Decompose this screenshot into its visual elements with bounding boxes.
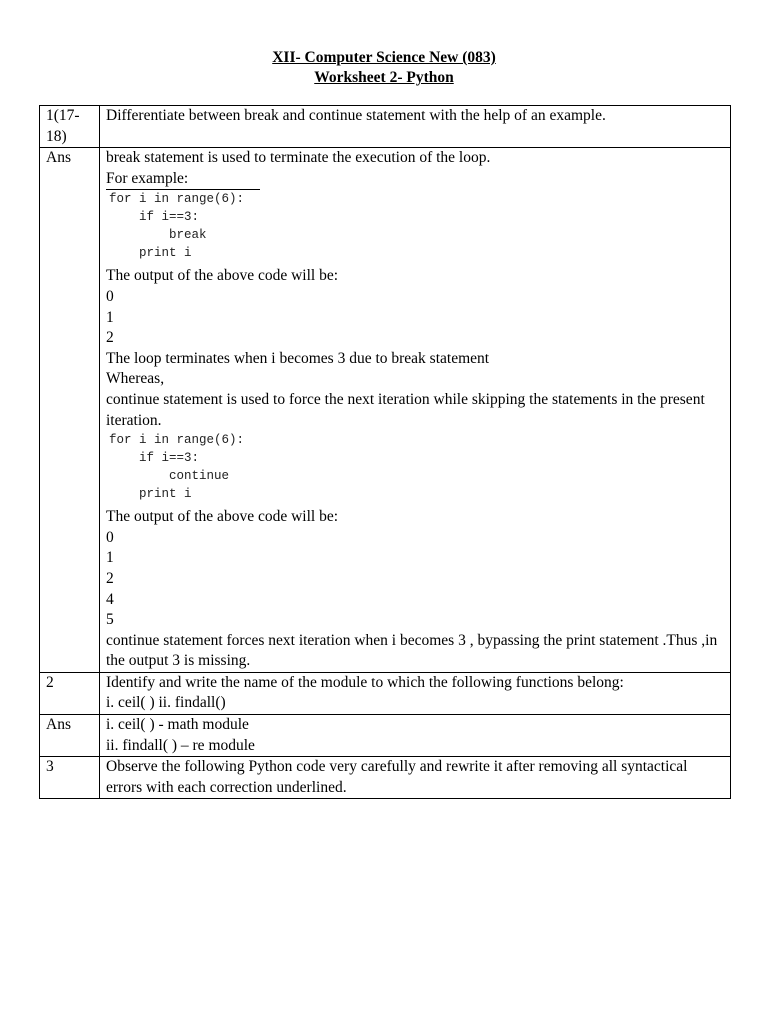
loop-terminates-note: The loop terminates when i becomes 3 due to break statement — [106, 349, 490, 367]
output-intro: The output of the above code will be: — [106, 267, 339, 285]
question-text — [100, 672, 731, 714]
code-line: continue — [109, 469, 230, 484]
for-example-label: For example: — [106, 169, 260, 191]
code-line: for i in range(6): — [109, 433, 245, 448]
question-text: Differentiate between break and continue statement with the help of an example. — [100, 106, 731, 148]
output-value: 0 — [106, 528, 114, 546]
break-definition: break statement is used to terminate the execution of the loop. — [106, 149, 491, 167]
answer-label: Ans — [40, 148, 100, 673]
code-line: if i==3: — [109, 210, 200, 225]
continue-note: continue statement forces next iteration when i becomes 3 , bypassing the print statement .Thus ,in the output 3 is missing. — [106, 631, 718, 670]
question-number: 1(17-18) — [40, 106, 100, 148]
code-line: for i in range(6): — [109, 192, 245, 207]
question-number: 3 — [40, 757, 100, 799]
worksheet-title: Worksheet 2- Python — [314, 69, 454, 86]
output-value: 4 — [106, 590, 114, 608]
answer-line: ii. findall( ) – re module — [106, 736, 255, 754]
code-line: print i — [109, 246, 192, 261]
answer-label: Ans — [40, 715, 100, 757]
question-row-3 — [40, 757, 731, 799]
output-value: 1 — [106, 308, 114, 326]
answer-body — [100, 148, 731, 673]
code-break-block — [109, 190, 725, 262]
worksheet-header — [0, 48, 768, 88]
answer-line: i. ceil( ) - math module — [106, 716, 249, 734]
worksheet-table — [39, 105, 731, 799]
code-line: break — [109, 228, 207, 243]
output-value: 1 — [106, 549, 114, 567]
continue-definition: continue statement is used to force the next iteration while skipping the statements in the present iteration. — [106, 390, 705, 429]
code-line: if i==3: — [109, 451, 200, 466]
code-line: print i — [109, 487, 192, 502]
output-value: 2 — [106, 329, 114, 347]
output-value: 0 — [106, 287, 114, 305]
question-line: Identify and write the name of the module to which the following functions belong: — [106, 673, 624, 691]
question-row-1 — [40, 106, 731, 148]
answer-row-1 — [40, 148, 731, 673]
output-intro: The output of the above code will be: — [106, 508, 339, 526]
answer-row-2 — [40, 715, 731, 757]
code-continue-block — [109, 431, 725, 503]
question-row-2 — [40, 672, 731, 714]
output-value: 5 — [106, 611, 114, 629]
course-title: XII- Computer Science New (083) — [272, 49, 496, 66]
whereas-label: Whereas, — [106, 370, 165, 388]
output-value: 2 — [106, 569, 114, 587]
answer-body — [100, 715, 731, 757]
question-number: 2 — [40, 672, 100, 714]
question-text: Observe the following Python code very carefully and rewrite it after removing all syntactical errors with each correction underlined. — [100, 757, 731, 799]
question-line: i. ceil( ) ii. findall() — [106, 694, 226, 712]
